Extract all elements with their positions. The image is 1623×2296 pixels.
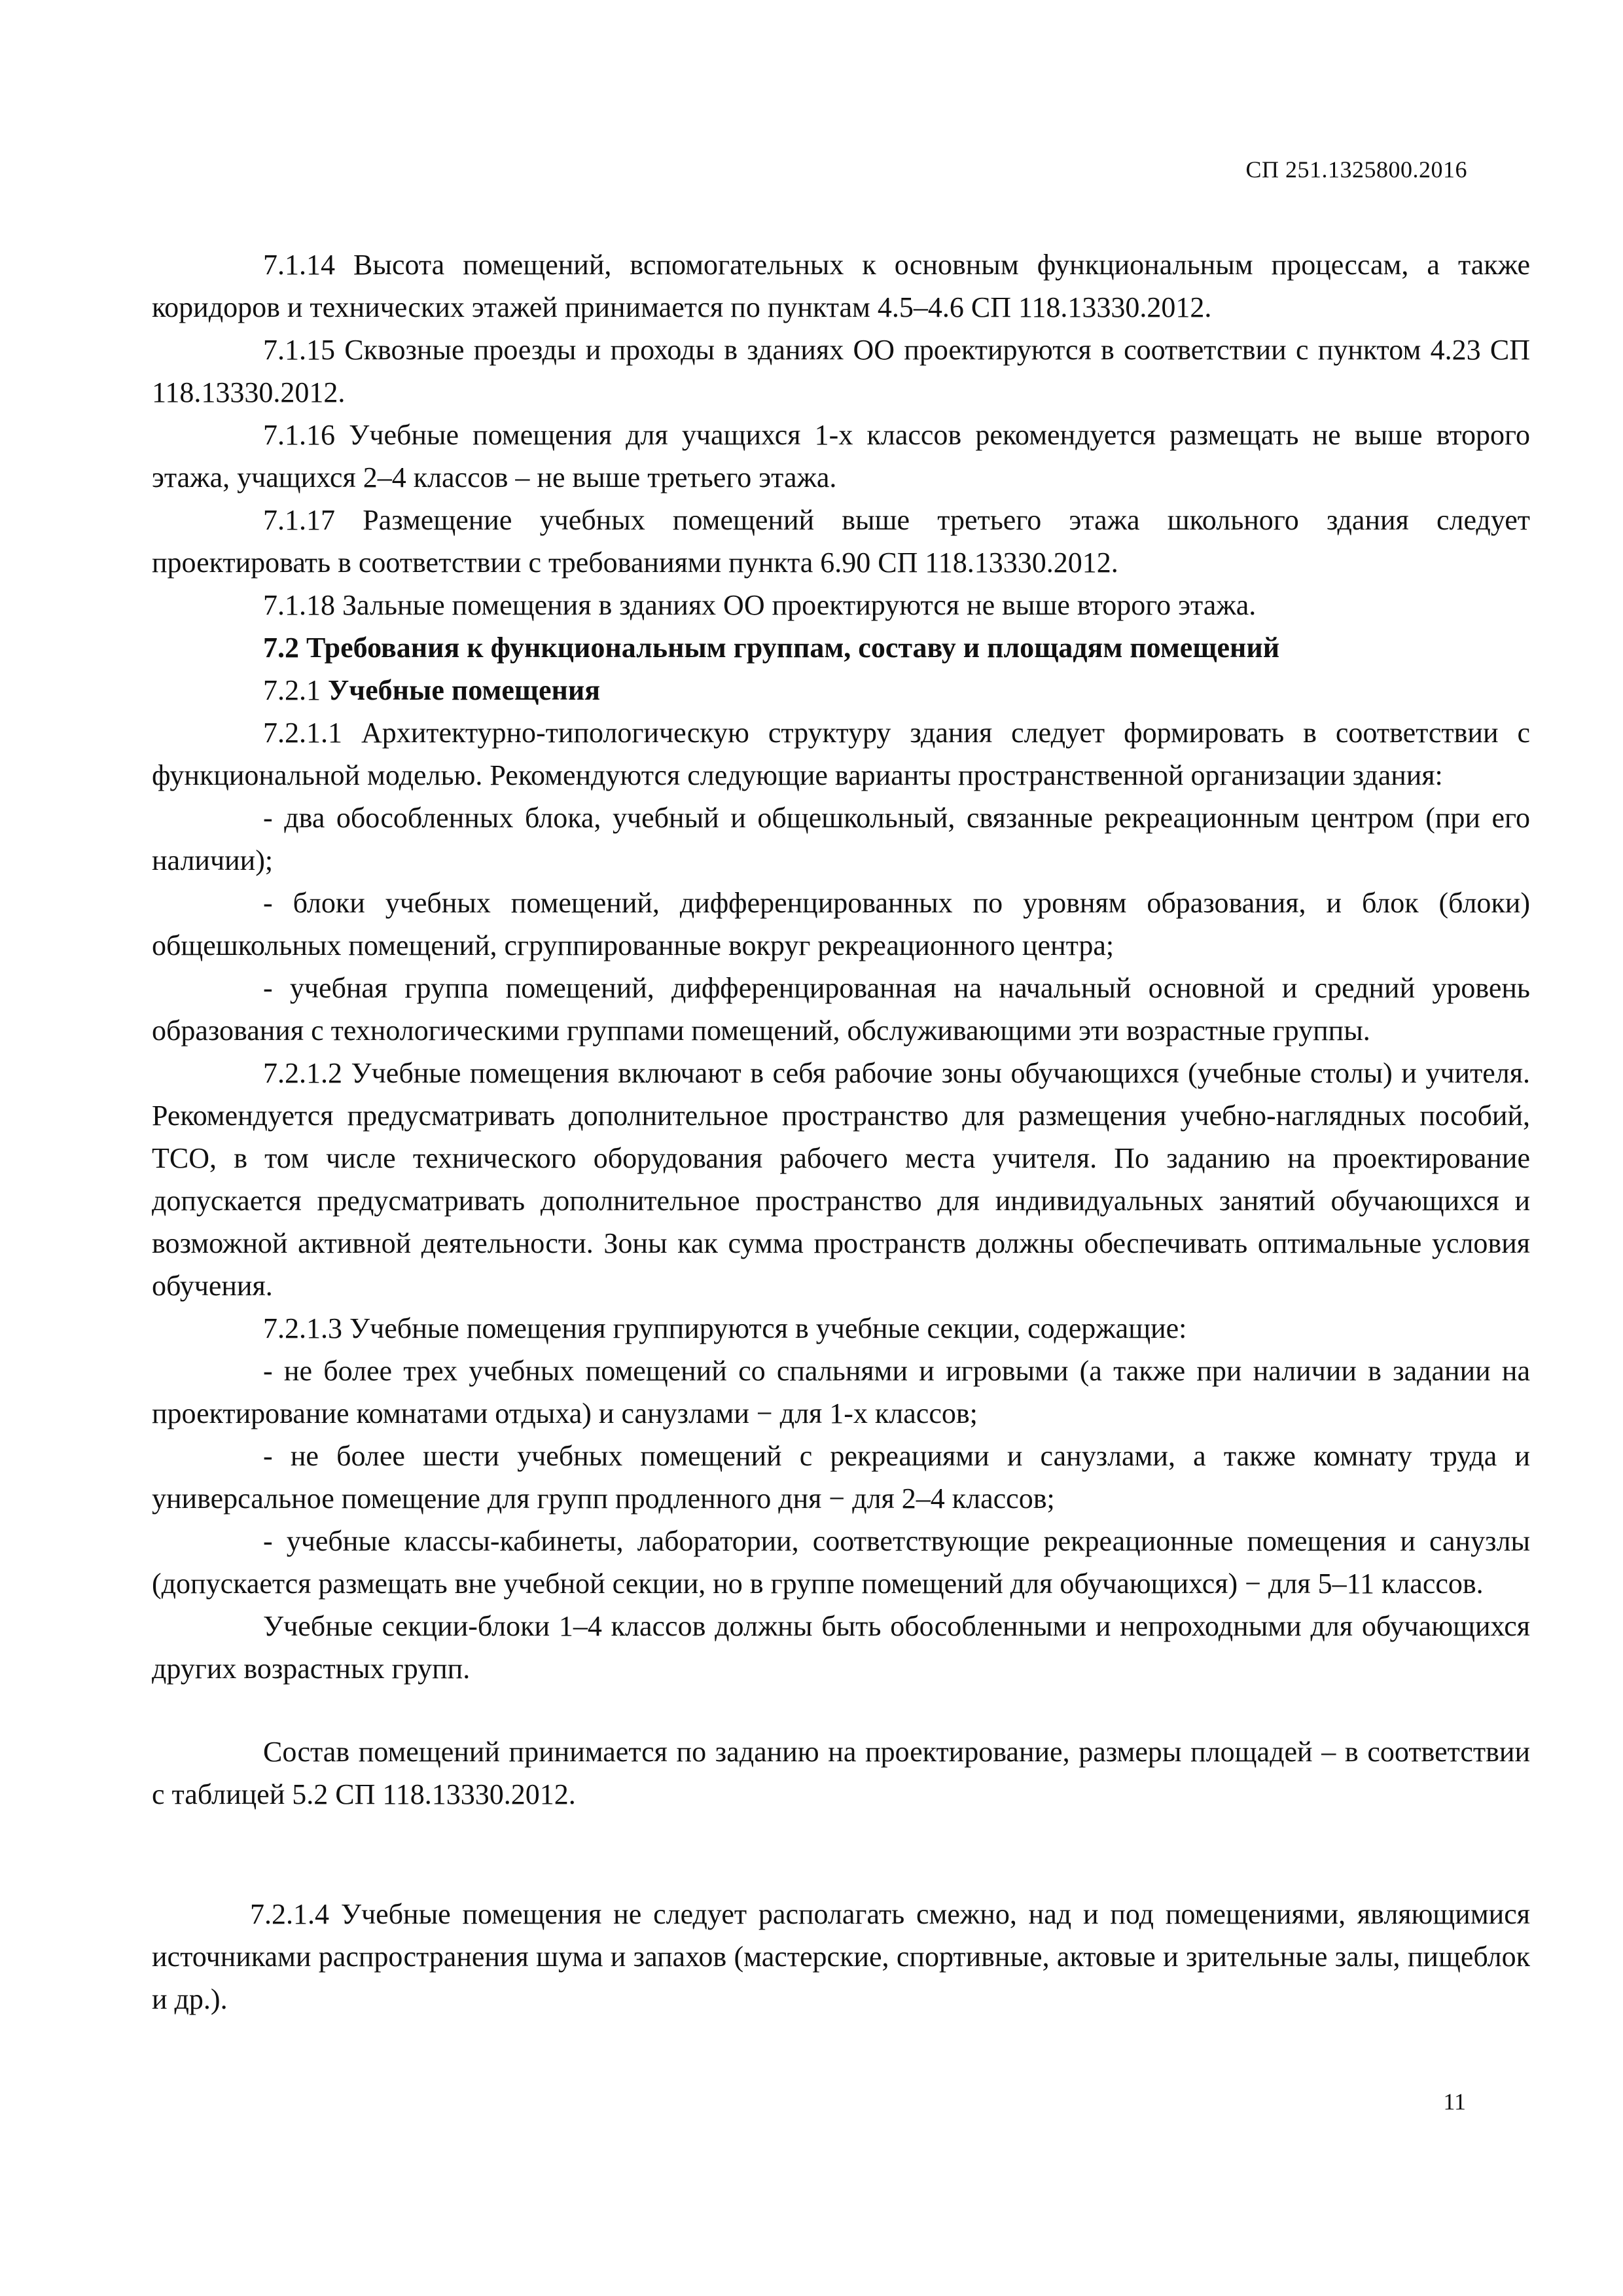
list-item: - учебная группа помещений, дифференцированная на начальный основной и средний уровень образования с технологическими группами помещений, обслуживающими эти возрастные группы. xyxy=(152,972,1530,1047)
list-item: - не более шести учебных помещений с рекреациями и санузлами, а также комнату труда и универсальное помещение для групп продленного дня − для 2–4 классов; xyxy=(152,1440,1530,1515)
paragraph-7-1-15: 7.1.15 Сквозные проезды и проходы в зданиях ОО проектируются в соответствии с пунктом 4.23 СП 118.13330.2012. xyxy=(152,334,1530,408)
paragraph-7-1-16: 7.1.16 Учебные помещения для учащихся 1-х классов рекомендуется размещать не выше второго этажа, учащихся 2–4 классов – не выше третьего этажа. xyxy=(152,419,1530,493)
paragraph-7-1-17: 7.1.17 Размещение учебных помещений выше третьего этажа школьного здания следует проектировать в соответствии с требованиями пункта 6.90 СП 118.13330.2012. xyxy=(152,504,1530,579)
document-code: СП 251.1325800.2016 xyxy=(1245,156,1467,183)
section-heading-7-2: 7.2 Требования к функциональным группам, составу и площадям помещений xyxy=(263,632,1280,664)
paragraph-7-1-18: 7.1.18 Зальные помещения в зданиях ОО проектируются не выше второго этажа. xyxy=(263,589,1257,621)
paragraph-7-1-14: 7.1.14 Высота помещений, вспомогательных к основным функциональным процессам, а также коридоров и технических этажей принимается по пунктам 4.5–4.6 СП 118.13330.2012. xyxy=(152,249,1530,323)
document-body xyxy=(152,243,1530,2020)
paragraph-7-2-1-2: 7.2.1.2 Учебные помещения включают в себя рабочие зоны обучающихся (учебные столы) и учителя. Рекомендуется предусматривать дополнительное пространство для размещения учебно-наглядных пособий, ТСО, в том числе технического оборудования рабочего места учителя. По заданию на проектирование допускается предусматривать дополнительное пространство для индивидуальных занятий обучающихся и возможной активной деятельности. Зоны как сумма пространств должны обеспечивать оптимальные условия обучения. xyxy=(152,1057,1530,1302)
paragraph-7-2-1-1: 7.2.1.1 Архитектурно-типологическую структуру здания следует формировать в соответствии с функциональной моделью. Рекомендуются следующие варианты пространственной организации здания: xyxy=(152,717,1530,791)
list-item: - два обособленных блока, учебный и общешкольный, связанные рекреационным центром (при его наличии); xyxy=(152,802,1530,876)
list-item: - блоки учебных помещений, дифференцированных по уровням образования, и блок (блоки) общешкольных помещений, сгруппированные вокруг рекреационного центра; xyxy=(152,887,1530,961)
paragraph-rooms-composition: Состав помещений принимается по заданию на проектирование, размеры площадей – в соответствии с таблицей 5.2 СП 118.13330.2012. xyxy=(152,1736,1530,1810)
subsection-number: 7.2.1 xyxy=(263,674,321,706)
paragraph-7-2-1-3: 7.2.1.3 Учебные помещения группируются в учебные секции, содержащие: xyxy=(263,1312,1187,1344)
subsection-heading-7-2-1 xyxy=(152,669,1530,711)
page-number: 11 xyxy=(1443,2089,1466,2115)
paragraph-sections-isolation: Учебные секции-блоки 1–4 классов должны быть обособленными и непроходными для обучающихся других возрастных групп. xyxy=(152,1610,1530,1685)
list-item: - не более трех учебных помещений со спальнями и игровыми (а также при наличии в задании на проектирование комнатами отдыха) и санузлами − для 1-х классов; xyxy=(152,1355,1530,1429)
list-item: - учебные классы-кабинеты, лаборатории, соответствующие рекреационные помещения и санузлы (допускается размещать вне учебной секции, но в группе помещений для обучающихся) − для 5–11 классов. xyxy=(152,1525,1530,1600)
paragraph-7-2-1-4: 7.2.1.4 Учебные помещения не следует располагать смежно, над и под помещениями, являющимися источниками распространения шума и запахов (мастерские, спортивные, актовые и зрительные залы, пищеблок и др.). xyxy=(152,1898,1530,2015)
subsection-title: Учебные помещения xyxy=(328,674,601,706)
